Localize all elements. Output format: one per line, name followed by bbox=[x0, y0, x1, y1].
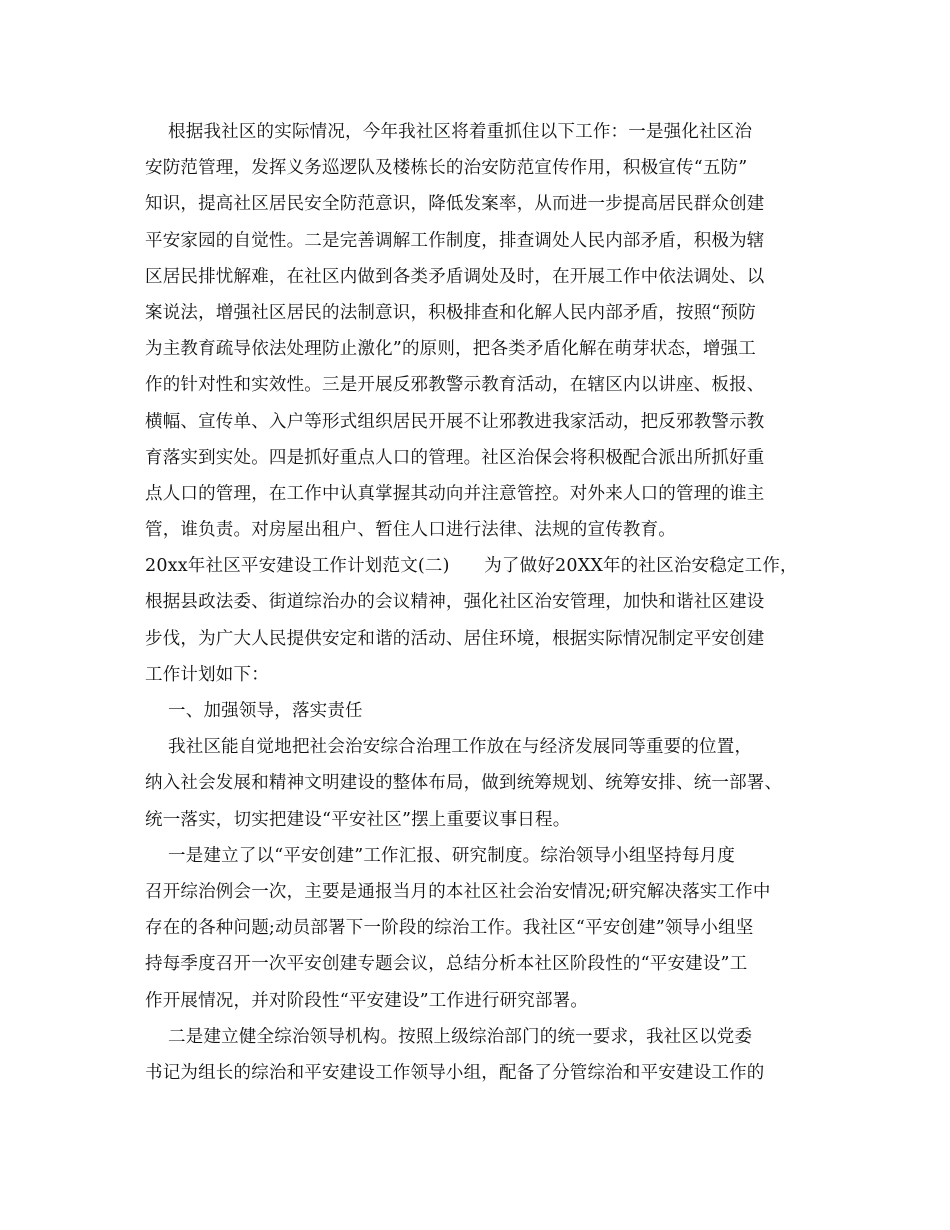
text-line: 书记为组长的综治和平安建设工作领导小组，配备了分管综治和平安建设工作的 bbox=[145, 1062, 765, 1083]
text-line: 平安家园的自觉性。二是完善调解工作制度，排查调处人民内部矛盾，积极为辖 bbox=[145, 230, 765, 251]
document-body bbox=[145, 114, 815, 1091]
text-line: 一是建立了以“平安创建”工作汇报、研究制度。综治领导小组坚持每月度 bbox=[145, 845, 736, 866]
text-line: 召开综治例会一次，主要是通报当月的本社区社会治安情况;研究解决落实工作中 bbox=[145, 881, 771, 902]
text-line: 根据我社区的实际情况，今年我社区将着重抓住以下工作：一是强化社区治 bbox=[145, 122, 753, 142]
text-line: 管，谁负责。对房屋出租户、暂住人口进行法律、法规的宣传教育。 bbox=[145, 520, 676, 541]
text-line: 案说法，增强社区居民的法制意识，积极排查和化解人民内部矛盾，按照“预防 bbox=[145, 302, 756, 323]
text-line: 安防范管理，发挥义务巡逻队及楼栋长的治安防范宣传作用，积极宣传“五防” bbox=[145, 158, 748, 179]
text-line: 区居民排忧解难，在社区内做到各类矛盾调处及时，在开展工作中依法调处、以 bbox=[145, 266, 765, 287]
text-line: 育落实到实处。四是抓好重点人口的管理。社区治保会将积极配合派出所抓好重 bbox=[145, 447, 765, 468]
text-line: 点人口的管理，在工作中认真掌握其动向并注意管控。对外来人口的管理的谁主 bbox=[145, 483, 765, 504]
section-heading-line: 20xx年社区平安建设工作计划范文(二) 为了做好20XX年的社区治安稳定工作， bbox=[145, 556, 798, 577]
text-line: 为主教育疏导依法处理防止激化”的原则，把各类矛盾化解在萌芽状态，增强工 bbox=[145, 339, 756, 360]
text-line: 存在的各种问题;动员部署下一阶段的综治工作。我社区“平安创建”领导小组坚 bbox=[145, 918, 754, 939]
text-line: 二是建立健全综治领导机构。按照上级综治部门的统一要求，我社区以党委 bbox=[145, 1026, 753, 1047]
text-line: 作开展情况，并对阶段性“平安建设”工作进行研究部署。 bbox=[145, 990, 589, 1011]
text-line: 根据县政法委、街道综治办的会议精神，强化社区治安管理，加快和谐社区建设 bbox=[145, 592, 765, 613]
text-line: 作的针对性和实效性。三是开展反邪教警示教育活动，在辖区内以讲座、板报、 bbox=[145, 375, 765, 396]
text-line: 横幅、宣传单、入户等形式组织居民开展不让邪教进我家活动，把反邪教警示教 bbox=[145, 411, 765, 432]
text-line: 纳入社会发展和精神文明建设的整体布局，做到统筹规划、统筹安排、统一部署、 bbox=[145, 773, 783, 794]
text-line: 步伐，为广大人民提供安定和谐的活动、居住环境，根据实际情况制定平安创建 bbox=[145, 628, 765, 649]
text-line: 我社区能自觉地把社会治安综合治理工作放在与经济发展同等重要的位置， bbox=[145, 737, 753, 758]
subheading-line: 一、加强领导，落实责任 bbox=[145, 701, 363, 721]
text-line: 工作计划如下： bbox=[145, 664, 269, 685]
text-line: 统一落实，切实把建设“平安社区”摆上重要议事日程。 bbox=[145, 809, 571, 830]
text-line: 持每季度召开一次平安创建专题会议，总结分析本社区阶段性的“平安建设”工 bbox=[145, 954, 748, 975]
text-line: 知识，提高社区居民安全防范意识，降低发案率，从而进一步提高居民群众创建 bbox=[145, 194, 765, 215]
